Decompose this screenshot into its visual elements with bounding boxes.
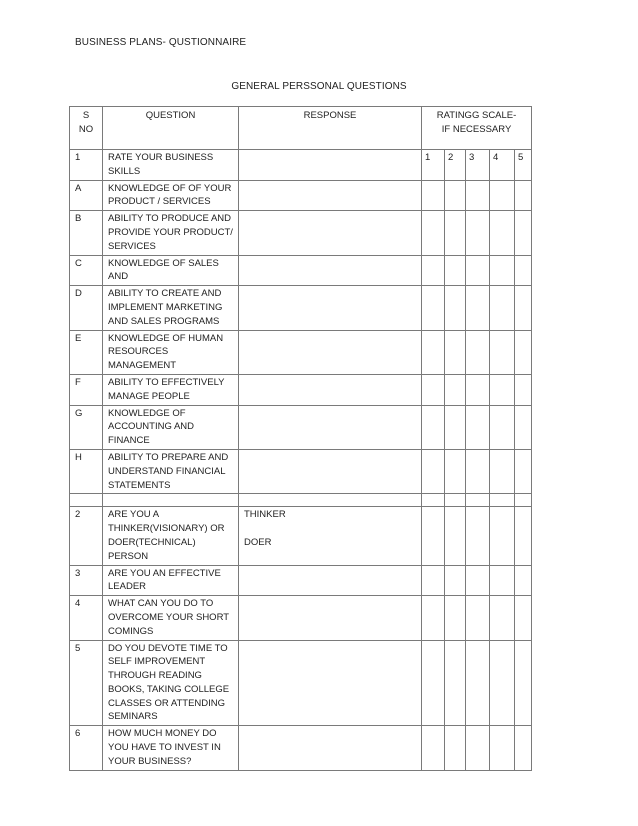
response-cell[interactable] <box>239 330 422 374</box>
row-question: ABILITY TO CREATE AND IMPLEMENT MARKETING AND SALES PROGRAMS <box>103 286 239 330</box>
rating-cell[interactable] <box>445 211 466 255</box>
row-sno: B <box>70 211 103 255</box>
rating-cell[interactable] <box>445 565 466 596</box>
rating-cell[interactable] <box>445 507 466 565</box>
table-row <box>70 449 532 493</box>
row-question: ABILITY TO EFFECTIVELY MANAGE PEOPLE <box>103 374 239 405</box>
response-cell[interactable] <box>239 374 422 405</box>
row-question: HOW MUCH MONEY DO YOU HAVE TO INVEST IN YOUR BUSINESS? <box>103 726 239 770</box>
rating-cell[interactable] <box>490 596 515 640</box>
table-row <box>70 726 532 770</box>
row-sno: A <box>70 180 103 211</box>
rating-cell[interactable] <box>422 255 445 286</box>
row-sno: 2 <box>70 507 103 565</box>
rating-cell[interactable] <box>422 726 445 770</box>
rating-cell[interactable] <box>422 565 445 596</box>
rating-cell[interactable] <box>490 286 515 330</box>
rating-cell[interactable] <box>466 596 490 640</box>
rating-cell[interactable] <box>490 405 515 449</box>
response-option-doer[interactable]: DOER <box>244 537 272 549</box>
row-question: ABILITY TO PRODUCE AND PROVIDE YOUR PRODUCT/ SERVICES <box>103 211 239 255</box>
rating-cell[interactable] <box>490 374 515 405</box>
rating-cell[interactable] <box>515 330 532 374</box>
rating-cell[interactable] <box>422 374 445 405</box>
rating-cell[interactable] <box>490 180 515 211</box>
rating-label-1: 1 <box>422 150 445 181</box>
row-question: KNOWLEDGE OF HUMAN RESOURCES MANAGEMENT <box>103 330 239 374</box>
table-row <box>70 150 532 181</box>
response-cell[interactable] <box>239 596 422 640</box>
response-cell[interactable] <box>239 150 422 181</box>
table-row <box>70 565 532 596</box>
table-row <box>70 507 532 565</box>
rating-cell[interactable] <box>466 405 490 449</box>
response-cell[interactable] <box>239 286 422 330</box>
row-question: RATE YOUR BUSINESS SKILLS <box>103 150 239 181</box>
rating-cell[interactable] <box>466 330 490 374</box>
rating-cell[interactable] <box>490 640 515 726</box>
response-cell[interactable] <box>239 405 422 449</box>
response-cell[interactable] <box>239 180 422 211</box>
table-row <box>70 330 532 374</box>
rating-cell[interactable] <box>466 374 490 405</box>
rating-cell[interactable] <box>490 726 515 770</box>
row-question: WHAT CAN YOU DO TO OVERCOME YOUR SHORT COMINGS <box>103 596 239 640</box>
table-row <box>70 405 532 449</box>
rating-cell[interactable] <box>490 565 515 596</box>
header-question: QUESTION <box>103 107 239 150</box>
rating-cell[interactable] <box>515 255 532 286</box>
rating-label-3: 3 <box>466 150 490 181</box>
rating-cell[interactable] <box>445 255 466 286</box>
row-question: KNOWLEDGE OF ACCOUNTING AND FINANCE <box>103 405 239 449</box>
response-cell[interactable] <box>239 507 422 565</box>
row-question: ARE YOU A THINKER(VISIONARY) OR DOER(TECHNICAL) PERSON <box>103 507 239 565</box>
rating-cell[interactable] <box>422 507 445 565</box>
rating-cell[interactable] <box>515 449 532 493</box>
row-sno: C <box>70 255 103 286</box>
rating-cell[interactable] <box>422 640 445 726</box>
row-sno: F <box>70 374 103 405</box>
rating-cell[interactable] <box>422 286 445 330</box>
table-row <box>70 180 532 211</box>
rating-cell[interactable] <box>515 211 532 255</box>
row-question: KNOWLEDGE OF SALES AND <box>103 255 239 286</box>
response-cell[interactable] <box>239 565 422 596</box>
row-sno: G <box>70 405 103 449</box>
row-question: ARE YOU AN EFFECTIVE LEADER <box>103 565 239 596</box>
table-row <box>70 255 532 286</box>
header-sno: S NO <box>70 107 103 150</box>
rating-cell[interactable] <box>515 726 532 770</box>
rating-cell[interactable] <box>422 405 445 449</box>
table-row <box>70 211 532 255</box>
rating-cell[interactable] <box>515 286 532 330</box>
rating-cell[interactable] <box>490 507 515 565</box>
response-cell[interactable] <box>239 449 422 493</box>
rating-cell[interactable] <box>466 726 490 770</box>
rating-cell[interactable] <box>515 565 532 596</box>
rating-cell[interactable] <box>445 596 466 640</box>
rating-cell[interactable] <box>422 180 445 211</box>
response-option-thinker[interactable]: THINKER <box>244 509 286 521</box>
rating-cell[interactable] <box>466 449 490 493</box>
row-question: DO YOU DEVOTE TIME TO SELF IMPROVEMENT THROUGH READING BOOKS, TAKING COLLEGE CLASSES OR ATTENDING SEMINARS <box>103 640 239 726</box>
rating-cell[interactable] <box>422 211 445 255</box>
header-rating-scale: RATINGG SCALE-IF NECESSARY <box>422 107 532 150</box>
section-title: GENERAL PERSSONAL QUESTIONS <box>231 81 407 92</box>
row-sno: 4 <box>70 596 103 640</box>
row-sno: 1 <box>70 150 103 181</box>
rating-label-2: 2 <box>445 150 466 181</box>
response-cell[interactable] <box>239 255 422 286</box>
rating-cell[interactable] <box>445 286 466 330</box>
rating-cell[interactable] <box>490 449 515 493</box>
row-sno: 6 <box>70 726 103 770</box>
table-header-row <box>70 107 532 150</box>
rating-cell[interactable] <box>445 449 466 493</box>
rating-cell[interactable] <box>466 565 490 596</box>
row-sno: 3 <box>70 565 103 596</box>
rating-cell[interactable] <box>515 507 532 565</box>
rating-cell[interactable] <box>490 211 515 255</box>
table-spacer-row <box>70 494 532 507</box>
table-row <box>70 596 532 640</box>
rating-cell[interactable] <box>422 596 445 640</box>
rating-cell[interactable] <box>466 286 490 330</box>
rating-cell[interactable] <box>422 330 445 374</box>
document-title: BUSINESS PLANS- QUSTIONNAIRE <box>75 37 247 48</box>
header-response: RESPONSE <box>239 107 422 150</box>
questionnaire-table <box>69 106 532 771</box>
rating-cell[interactable] <box>445 726 466 770</box>
rating-cell[interactable] <box>445 374 466 405</box>
rating-cell[interactable] <box>422 449 445 493</box>
row-sno: D <box>70 286 103 330</box>
rating-cell[interactable] <box>515 640 532 726</box>
rating-cell[interactable] <box>515 596 532 640</box>
rating-label-5: 5 <box>515 150 532 181</box>
rating-cell[interactable] <box>445 330 466 374</box>
rating-cell[interactable] <box>466 255 490 286</box>
rating-cell[interactable] <box>445 405 466 449</box>
row-sno: H <box>70 449 103 493</box>
row-sno: 5 <box>70 640 103 726</box>
row-question: KNOWLEDGE OF OF YOUR PRODUCT / SERVICES <box>103 180 239 211</box>
rating-cell[interactable] <box>490 330 515 374</box>
response-cell[interactable] <box>239 726 422 770</box>
rating-cell[interactable] <box>515 405 532 449</box>
response-cell[interactable] <box>239 211 422 255</box>
rating-cell[interactable] <box>466 180 490 211</box>
rating-cell[interactable] <box>445 640 466 726</box>
row-sno: E <box>70 330 103 374</box>
rating-cell[interactable] <box>445 180 466 211</box>
table-row <box>70 374 532 405</box>
row-question: ABILITY TO PREPARE AND UNDERSTAND FINANCIAL STATEMENTS <box>103 449 239 493</box>
table-row <box>70 640 532 726</box>
rating-cell[interactable] <box>466 640 490 726</box>
rating-label-4: 4 <box>490 150 515 181</box>
rating-cell[interactable] <box>466 507 490 565</box>
rating-cell[interactable] <box>515 374 532 405</box>
rating-cell[interactable] <box>515 180 532 211</box>
rating-cell[interactable] <box>490 255 515 286</box>
table-row <box>70 286 532 330</box>
rating-cell[interactable] <box>466 211 490 255</box>
response-cell[interactable] <box>239 640 422 726</box>
